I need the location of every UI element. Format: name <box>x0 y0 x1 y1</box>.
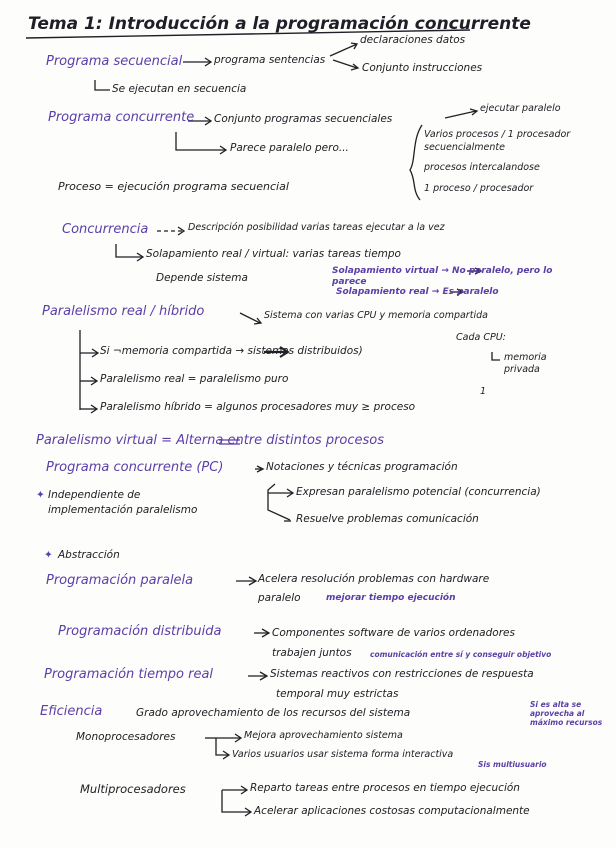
paralelismo-memoria: memoria privada <box>504 352 547 375</box>
pc-left-2: Abstracción <box>58 549 120 561</box>
concurrencia-solapamiento: Solapamiento real / virtual: varias tareas tiempo <box>146 248 401 260</box>
paralela-text: Acelera resolución problemas con hardware <box>258 573 490 585</box>
eficiencia-mono-note: Sis multiusuario <box>478 760 547 769</box>
bullet-icon: ✦ <box>44 549 53 561</box>
pc-item-2: Resuelve problemas comunicación <box>296 513 479 525</box>
heading-secuencial: Programa secuencial <box>46 54 183 69</box>
paralelismo-item-1: Si ¬memoria compartida → sistemas distribuidos) <box>100 345 363 357</box>
concurrente-parece: Parece paralelo pero... <box>230 142 349 154</box>
distribuida-note: comunicación entre sí y conseguir objetivo <box>370 650 552 659</box>
paralela-note: mejorar tiempo ejecución <box>326 593 456 603</box>
paralelismo-target: Sistema con varias CPU y memoria compartida <box>264 310 488 321</box>
concurrente-option-2: procesos intercalandose <box>424 162 540 173</box>
tiemporeal-text: Sistemas reactivos con restricciones de respuesta <box>270 668 534 680</box>
eficiencia-mono: Monoprocesadores <box>76 731 176 743</box>
eficiencia-text: Grado aprovechamiento de los recursos del sistema <box>136 707 411 719</box>
heading-paralela: Programación paralela <box>46 573 194 588</box>
eficiencia-side: Si es alta se aprovecha al máximo recursos <box>530 700 603 727</box>
secuencial-item-2: Conjunto instrucciones <box>362 62 483 74</box>
secuencial-target: programa sentencias <box>214 54 326 66</box>
distribuida-text-2: trabajen juntos <box>272 647 352 659</box>
concurrente-option-3: 1 proceso / procesador <box>424 183 534 194</box>
heading-distribuida: Programación distribuida <box>58 624 222 639</box>
concurrente-target: Conjunto programas secuenciales <box>214 113 393 125</box>
eficiencia-multi-item-1: Reparto tareas entre procesos en tiempo ejecución <box>250 782 520 794</box>
bullet-icon: ✦ <box>36 489 45 501</box>
heading-paralelismo: Paralelismo real / híbrido <box>42 304 205 319</box>
heading-eficiencia: Eficiencia <box>40 704 103 719</box>
distribuida-text: Componentes software de varios ordenadores <box>272 627 515 639</box>
concurrente-exec: ejecutar paralelo <box>480 103 561 114</box>
heading-concurrencia: Concurrencia <box>62 222 149 237</box>
eficiencia-mono-item-1: Mejora aprovechamiento sistema <box>244 730 403 741</box>
paralelismo-item-3: Paralelismo híbrido = algunos procesadores muy ≥ proceso <box>100 401 416 413</box>
concurrencia-desc: Descripción posibilidad varias tareas ejecutar a la vez <box>188 222 445 233</box>
tiemporeal-text-2: temporal muy estrictas <box>276 688 399 700</box>
heading-concurrente: Programa concurrente <box>48 110 195 125</box>
pc-left-1: Independiente de implementación paralelismo <box>48 489 198 516</box>
paralelismo-item-2: Paralelismo real = paralelismo puro <box>100 373 289 385</box>
concurrencia-real: Solapamiento real → Es paralelo <box>336 287 499 297</box>
eficiencia-mono-item-2: Varios usuarios usar sistema forma interactiva <box>232 749 454 760</box>
paralelismo-cada: Cada CPU: <box>456 332 506 343</box>
paralelismo-uno: 1 <box>480 386 487 397</box>
eficiencia-multi: Multiprocesadores <box>80 782 186 796</box>
pc-target: Notaciones y técnicas programación <box>266 461 458 473</box>
concurrencia-depende: Depende sistema <box>156 272 248 284</box>
secuencial-item-1: declaraciones datos <box>360 34 466 46</box>
heading-tiemporeal: Programación tiempo real <box>44 667 214 682</box>
pc-item-1: Expresan paralelismo potencial (concurrencia) <box>296 486 541 498</box>
heading-pc: Programa concurrente (PC) <box>46 460 224 475</box>
paralelismo-virtual: Paralelismo virtual = Alterna entre distintos procesos <box>36 433 385 448</box>
concurrencia-virtual: Solapamiento virtual → No paralelo, pero lo parece <box>332 266 553 287</box>
secuencial-note: Se ejecutan en secuencia <box>112 83 247 95</box>
page-title: Tema 1: Introducción a la programación concurrente <box>28 14 531 34</box>
eficiencia-multi-item-2: Acelerar aplicaciones costosas computacionalmente <box>254 805 530 817</box>
concurrente-option-1: Varios procesos / 1 procesador secuencialmente <box>424 129 571 153</box>
paralela-text-2: paralelo <box>258 592 301 604</box>
proceso-definition: Proceso = ejecución programa secuencial <box>58 180 289 193</box>
